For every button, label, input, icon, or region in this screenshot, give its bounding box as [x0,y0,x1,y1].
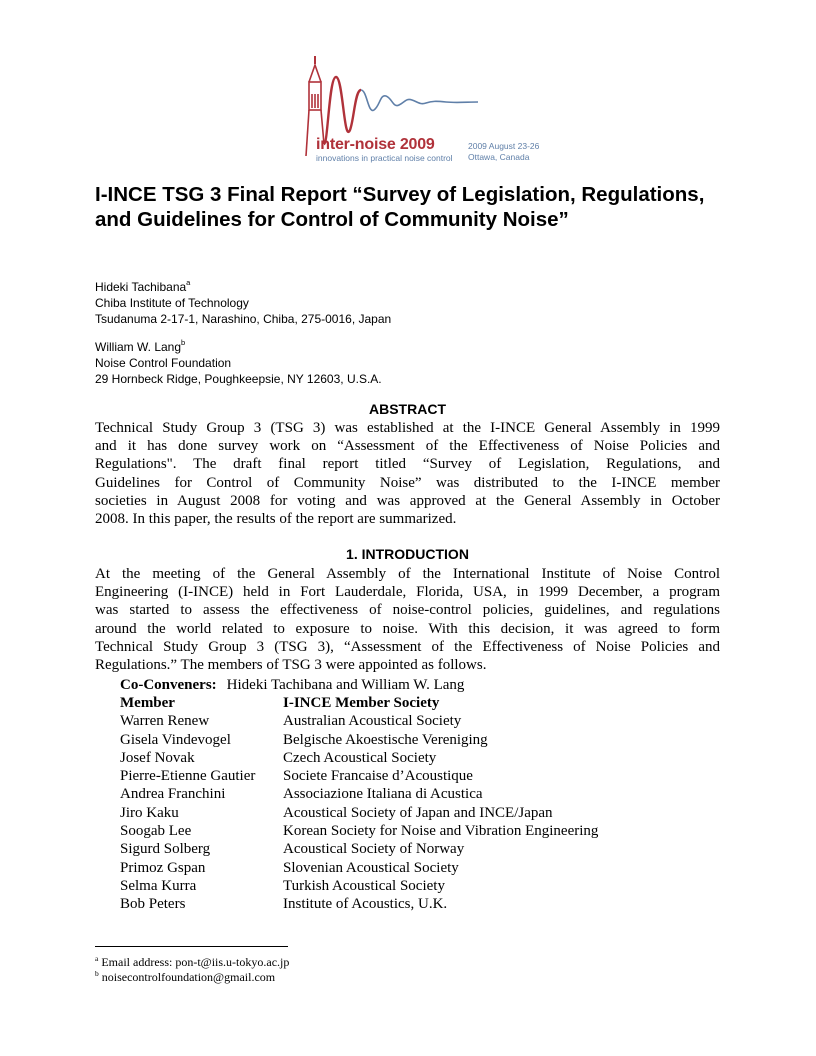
member-name: Jiro Kaku [120,804,179,821]
introduction-body [95,565,720,674]
member-society: Czech Acoustical Society [283,749,437,766]
text-line: 2008. In this paper, the results of the report are summarized. [95,511,457,528]
column-header-society: I-INCE Member Society [283,695,440,711]
table-row [118,731,598,749]
member-society: Acoustical Society of Norway [283,841,465,858]
table-row [118,767,598,785]
member-society: Acoustical Society of Japan and INCE/Japan [283,804,553,821]
text-line: Guidelines for Control of Community Noise” was distributed to the I-INCE member [95,474,720,491]
member-society: Korean Society for Noise and Vibration Engineering [283,823,599,840]
member-name: Sigurd Solberg [120,841,211,858]
table-row [118,822,598,840]
footnote-divider [95,946,288,947]
text-line: was started to assess the effectiveness of noise-control policies, guidelines, and regulations [95,602,720,619]
text-line: Regulations.” The members of TSG 3 were appointed as follows. [95,657,487,674]
member-society: Institute of Acoustics, U.K. [283,896,448,913]
member-society: Australian Acoustical Society [283,713,462,730]
logo-date: 2009 August 23-26 [468,141,540,151]
footnote: $^a$ Email address: pon-t@iis.u-tokyo.ac.jp [95,954,290,969]
text-line: societies in August 2008 for voting and was approved at the General Assembly in October [95,492,720,509]
abstract-heading: ABSTRACT [369,401,446,417]
author-block [95,279,391,327]
introduction-heading: 1. INTRODUCTION [346,546,469,562]
text-line: At the meeting of the General Assembly of the International Institute of Noise Control [95,566,720,582]
author-address: 29 Hornbeck Ridge, Poughkeepsie, NY 12603, U.S.A. [95,372,382,386]
member-society: Turkish Acoustical Society [283,877,445,894]
member-name: Andrea Franchini [120,786,226,803]
table-row [118,840,598,858]
abstract-body [95,419,720,528]
table-row [118,749,598,767]
member-society: Associazione Italiana di Acustica [283,786,483,803]
member-name: Pierre-Etienne Gautier [120,768,256,785]
member-society: Slovenian Acoustical Society [283,859,459,876]
member-society: Societe Francaise d’Acoustique [283,768,473,785]
footnote: $^b$ noisecontrolfoundation@gmail.com [95,969,276,984]
logo-tagline: innovations in practical noise control [316,153,453,163]
co-conveners-value: Hideki Tachibana and William W. Lang [226,677,465,693]
text-line: Technical Study Group 3 (TSG 3), “Assessment of the Effectiveness of Noise Policies and [95,638,720,655]
text-line: around the world related to exposure to noise. With this decision, it was agreed to form [95,620,720,637]
table-header-row [118,694,598,712]
member-name: Selma Kurra [120,877,197,894]
member-name: Josef Novak [120,749,195,766]
text-line: Engineering (I-INCE) held in Fort Lauderdale, Florida, USA, in 1999 December, a program [95,584,720,601]
author-address: Tsudanuma 2-17-1, Narashino, Chiba, 275-0016, Japan [95,312,392,326]
wave-icon [324,77,361,144]
footnotes [95,955,289,985]
table-row [118,859,598,877]
member-name: Warren Renew [120,713,210,730]
text-line: and it has done survey work on “Assessment of the Effectiveness of Noise Policies and [95,438,720,455]
author-affiliation: Noise Control Foundation [95,356,232,370]
table-row [118,804,598,822]
member-name: Primoz Gspan [120,859,206,876]
author-block [95,339,382,387]
column-header-member: Member [120,695,175,711]
member-society: Belgische Akoestische Vereniging [283,731,488,748]
logo-place: Ottawa, Canada [468,152,530,162]
member-name: Bob Peters [120,896,186,913]
text-line: Technical Study Group 3 (TSG 3) was established at the I-INCE General Assembly in 1999 [95,420,720,436]
table-row [118,785,598,803]
co-conveners-label: Co-Conveners: [120,677,217,693]
members-table [118,694,598,914]
wave-tail-icon [361,90,478,110]
table-row [118,895,598,913]
table-row [118,712,598,730]
logo-name: inter-noise 2009 [316,136,435,153]
member-name: Gisela Vindevogel [120,731,231,748]
author-name: William W. Lang$^b$ [95,338,186,354]
author-affiliation: Chiba Institute of Technology [95,296,249,310]
co-conveners [120,677,464,694]
paper-title: I-INCE TSG 3 Final Report “Survey of Legislation, Regulations, and Guidelines for Control of Community Noise” [95,183,705,231]
table-row [118,877,598,895]
author-name: Hideki Tachibana$^a$ [95,278,191,294]
member-name: Soogab Lee [120,823,192,840]
text-line: Regulations". The draft final report titled “Survey of Legislation, Regulations, and [95,456,720,473]
